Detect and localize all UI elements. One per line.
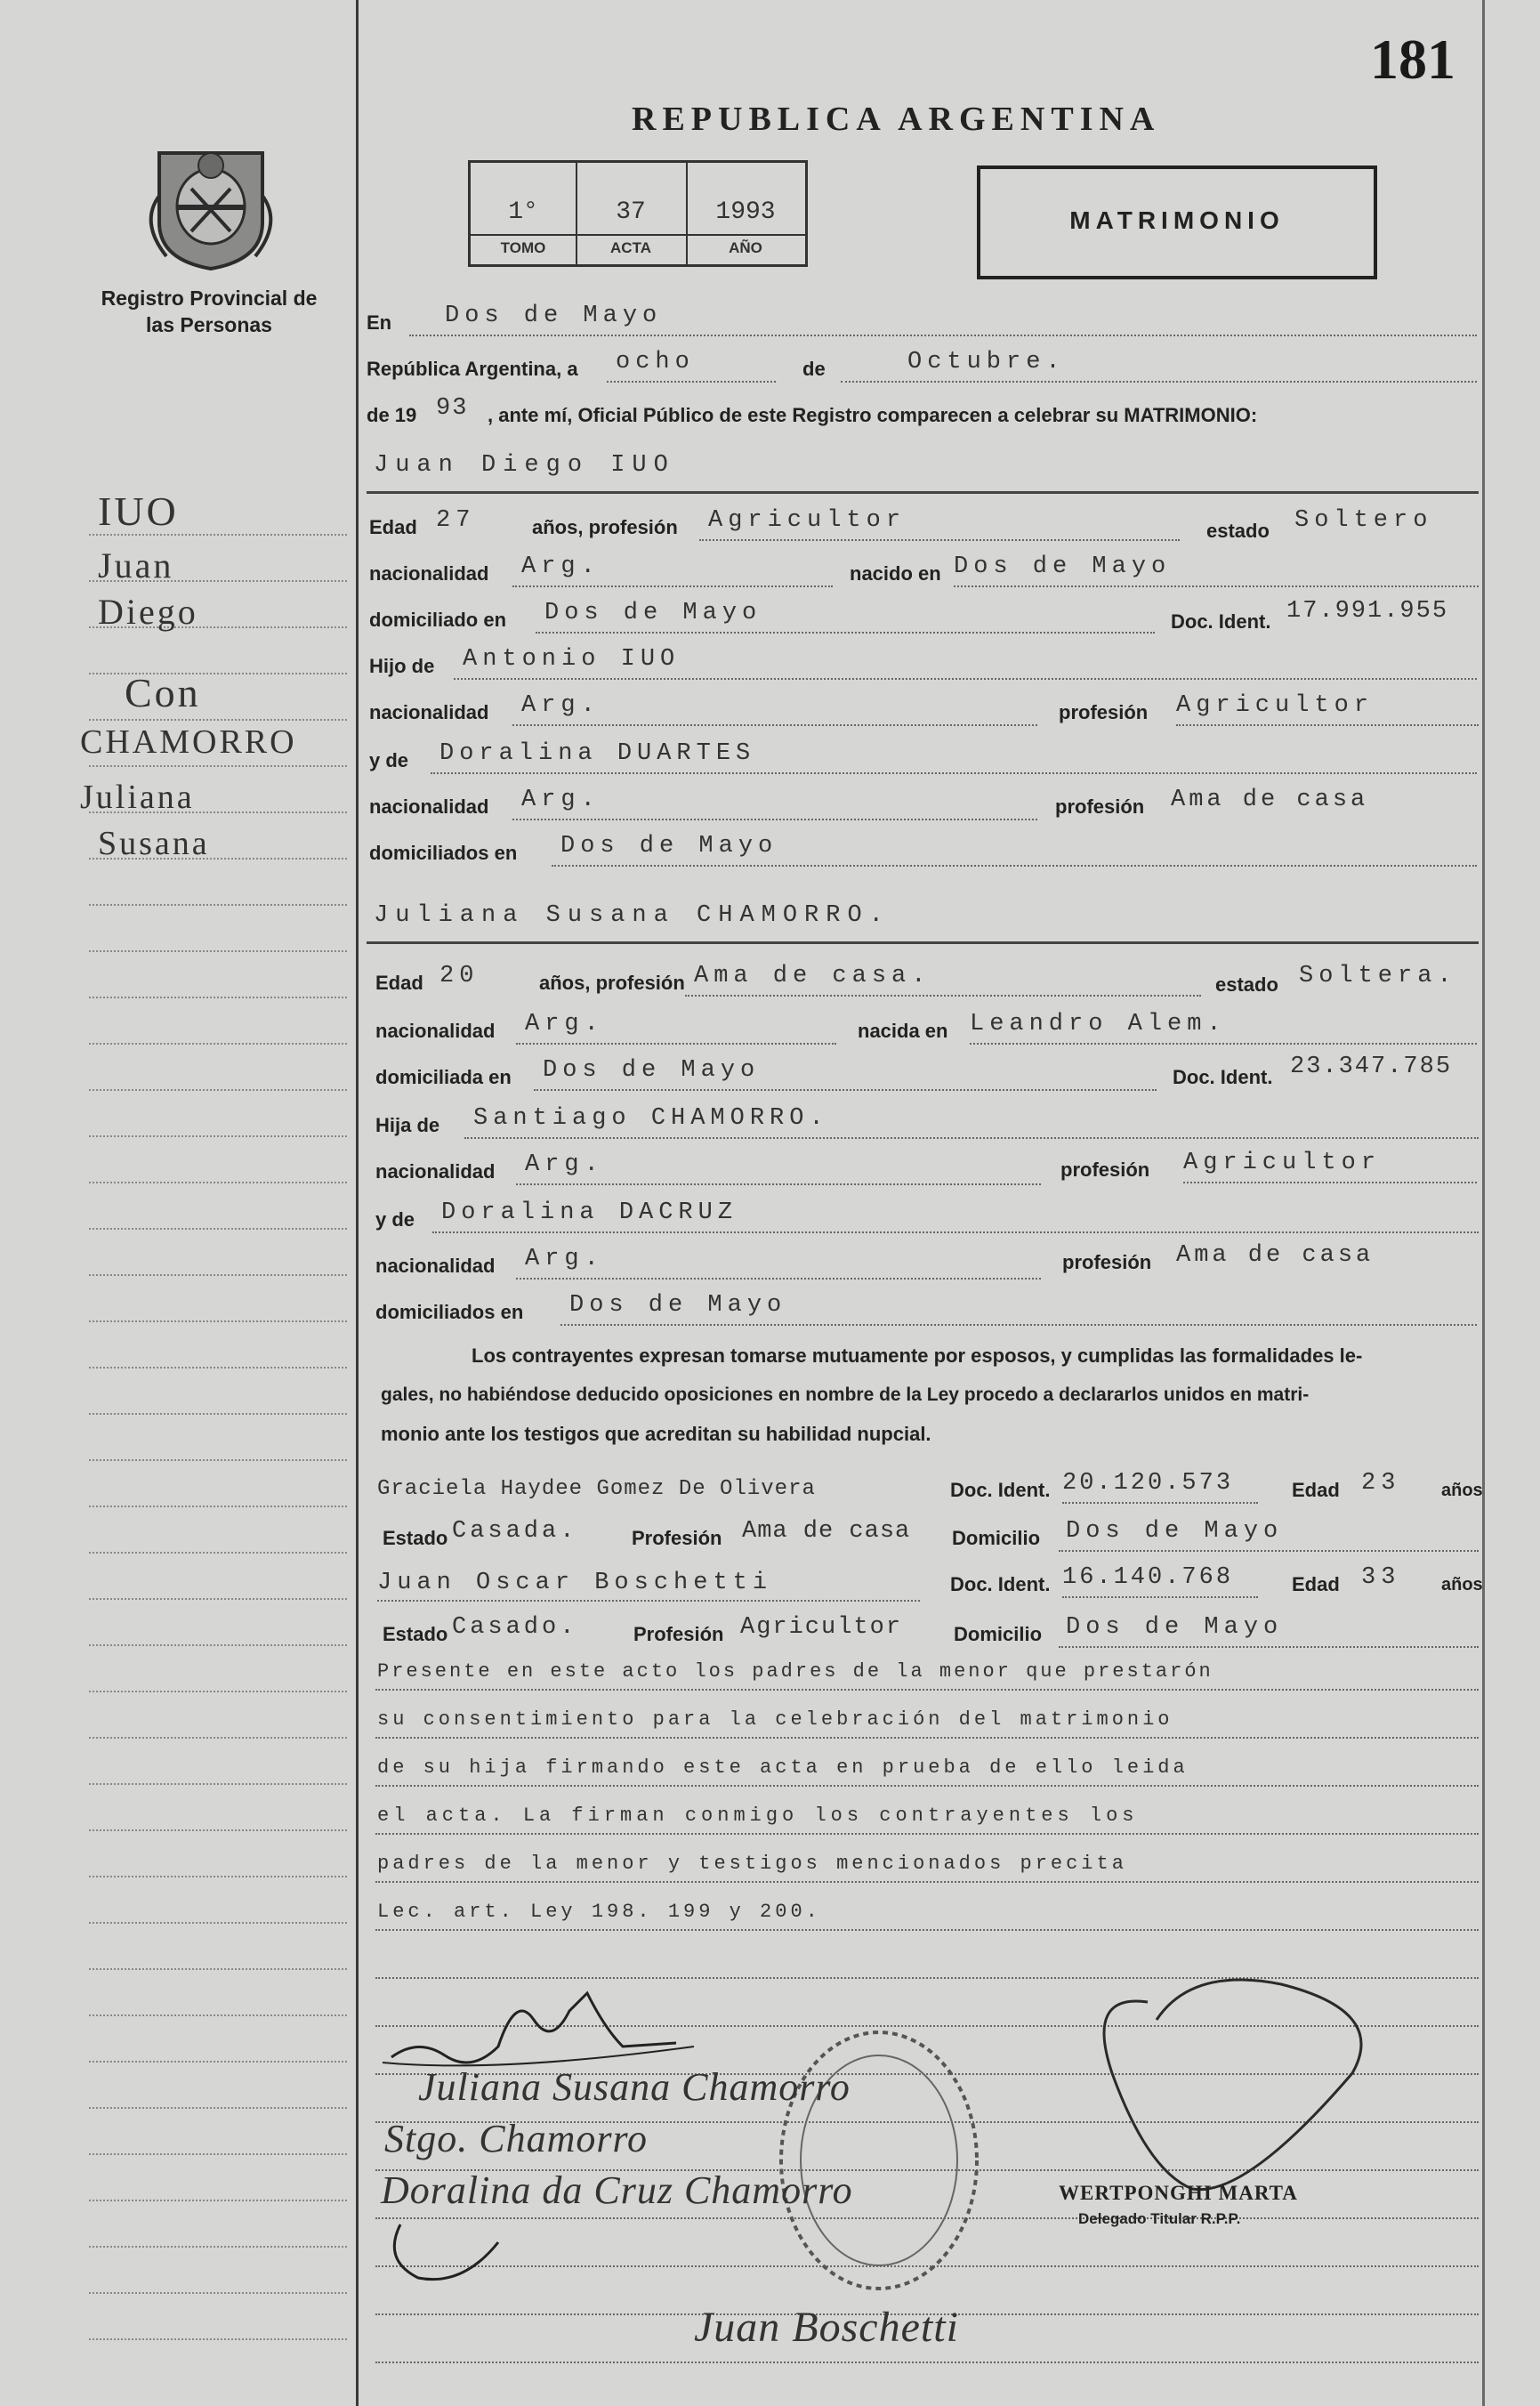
margin-ruled-line	[89, 1089, 347, 1091]
witness-1-doc: 20.120.573	[1062, 1470, 1234, 1497]
witness-1-domicile: Dos de Mayo	[1066, 1518, 1284, 1545]
witness-2-profesion-label: Profesión	[633, 1623, 724, 1645]
note-line-2: su consentimiento para la celebración del matrimonio	[377, 1708, 1173, 1731]
margin-ruled-line	[89, 2014, 347, 2016]
groom-parents-domicile: Dos de Mayo	[560, 833, 778, 860]
margin-ruled-line	[89, 1829, 347, 1831]
groom-mother-profession: Ama de casa	[1171, 787, 1369, 813]
republica-label: República Argentina, a	[367, 358, 578, 380]
note-line-4: el acta. La firman conmigo los contrayentes los	[377, 1804, 1139, 1827]
margin-ruled-line	[89, 1922, 347, 1924]
groom-nacido-label: nacido en	[850, 562, 941, 585]
country-title: REPUBLICA ARGENTINA	[632, 101, 1161, 138]
groom-name: Juan Diego IUO	[374, 452, 675, 479]
margin-note-line-6: Juliana	[80, 779, 195, 816]
margin-ruled-line	[89, 1459, 347, 1461]
witness-1-profession: Ama de casa	[742, 1518, 911, 1545]
tomo-value: 1°	[508, 198, 538, 226]
margin-ruled-line	[89, 2061, 347, 2063]
bride-birthplace: Leandro Alem.	[970, 1011, 1227, 1037]
groom-nationality: Arg.	[521, 553, 601, 580]
bride-edad-label: Edad	[375, 972, 423, 994]
anio-value: 1993	[715, 198, 776, 226]
groom-profession: Agricultor	[708, 507, 907, 534]
intro-year: 93	[436, 395, 469, 422]
bride-domicile: Dos de Mayo	[543, 1057, 761, 1084]
declaration-line-2: gales, no habiéndose deducido oposiciones en nombre de la Ley procedo a declararlos unidos en matri-	[381, 1385, 1310, 1405]
bride-father: Santiago CHAMORRO.	[473, 1105, 829, 1132]
volume-act-year-box	[468, 160, 808, 267]
margin-ruled-line	[89, 1135, 347, 1137]
margin-ruled-line	[89, 1968, 347, 1970]
margin-ruled-line	[89, 719, 347, 721]
groom-mother-nacionalidad-label: nacionalidad	[369, 795, 489, 818]
intro-statement: , ante mí, Oficial Público de este Registro comparecen a celebrar su MATRIMONIO:	[488, 404, 1258, 426]
margin-ruled-line	[89, 1598, 347, 1600]
margin-ruled-line	[89, 2292, 347, 2294]
witness-2-profession: Agricultor	[740, 1614, 903, 1641]
margin-ruled-line	[89, 1367, 347, 1369]
page-number: 181	[1370, 28, 1455, 91]
margin-note-line-4: Con	[125, 670, 201, 715]
bride-doc: 23.347.785	[1290, 1054, 1453, 1080]
margin-ruled-line	[89, 1043, 347, 1045]
official-stamp-name: WERTPONGHI MARTA	[1059, 2182, 1298, 2204]
bride-parents-domicile-label: domiciliados en	[375, 1301, 524, 1323]
signature-bride: Juliana Susana Chamorro	[418, 2065, 851, 2109]
body-ruled-line	[375, 2217, 1479, 2219]
groom-father-profesion-label: profesión	[1059, 701, 1149, 723]
note-line-3: de su hija firmando este acta en prueba de ello leida	[377, 1756, 1189, 1779]
margin-ruled-line	[89, 904, 347, 906]
bride-father-profesion-label: profesión	[1060, 1159, 1150, 1181]
groom-parents-domicile-label: domiciliados en	[369, 842, 518, 864]
groom-father: Antonio IUO	[463, 646, 681, 673]
left-margin-rule	[356, 0, 359, 2406]
body-ruled-line	[375, 2265, 1479, 2267]
bride-mother: Doralina DACRUZ	[441, 1199, 738, 1226]
bride-parents-domicile: Dos de Mayo	[569, 1292, 787, 1319]
signature-witness: Juan Boschetti	[694, 2304, 959, 2351]
bride-mother-profession: Ama de casa	[1176, 1242, 1375, 1269]
margin-ruled-line	[89, 2107, 347, 2109]
intro-month: Octubre.	[907, 349, 1066, 375]
witness-2-age: 33	[1361, 1564, 1401, 1591]
groom-domicilio-label: domiciliado en	[369, 609, 507, 631]
groom-y-de-label: y de	[369, 749, 409, 771]
bride-father-profession: Agricultor	[1183, 1150, 1382, 1176]
act-type-label: MATRIMONIO	[1069, 206, 1285, 234]
margin-note-line-2: Juan	[98, 545, 174, 585]
bride-nationality: Arg.	[525, 1011, 604, 1037]
groom-estado-label: estado	[1206, 520, 1270, 542]
body-ruled-line	[375, 1833, 1479, 1835]
margin-ruled-line	[89, 1783, 347, 1785]
groom-father-profession: Agricultor	[1176, 692, 1375, 719]
intro-de-label: de	[802, 358, 826, 380]
groom-age: 27	[436, 507, 476, 534]
witness-2-anos-label: años	[1441, 1575, 1483, 1595]
margin-ruled-line	[89, 1691, 347, 1692]
note-line-6: Lec. art. Ley 198. 199 y 200.	[377, 1901, 821, 1923]
bride-anos-profesion-label: años, profesión	[539, 972, 685, 994]
body-ruled-line	[375, 1929, 1479, 1931]
groom-mother-profesion-label: profesión	[1055, 795, 1145, 818]
witness-1-estado-label: Estado	[383, 1527, 448, 1549]
witness-2-name: Juan Oscar Boschetti	[377, 1570, 773, 1596]
year-prefix: de 19	[367, 404, 417, 426]
margin-ruled-line	[89, 2246, 347, 2248]
witness-2-doc: 16.140.768	[1062, 1564, 1234, 1591]
margin-ruled-line	[89, 2338, 347, 2340]
signature-father: Stgo. Chamorro	[384, 2117, 648, 2160]
groom-anos-profesion-label: años, profesión	[532, 516, 678, 538]
body-ruled-line	[375, 1785, 1479, 1787]
signature-mother: Doralina da Cruz Chamorro	[381, 2168, 853, 2212]
margin-ruled-line	[89, 1737, 347, 1739]
body-ruled-line	[375, 1977, 1479, 1979]
en-label: En	[367, 311, 392, 334]
margin-ruled-line	[89, 1644, 347, 1646]
margin-ruled-line	[89, 1320, 347, 1322]
margin-ruled-line	[89, 950, 347, 952]
margin-ruled-line	[89, 1506, 347, 1507]
witness-2-domicile: Dos de Mayo	[1066, 1614, 1284, 1641]
bride-father-nationality: Arg.	[525, 1151, 604, 1178]
acta-label: ACTA	[610, 239, 651, 256]
intro-place: Dos de Mayo	[445, 303, 663, 329]
bride-mother-nationality: Arg.	[525, 1246, 604, 1272]
witness-1-age: 23	[1361, 1470, 1401, 1497]
intro-day: ocho	[616, 349, 695, 375]
act-type-box	[977, 166, 1377, 279]
margin-ruled-line	[89, 765, 347, 767]
groom-estado: Soltero	[1294, 507, 1433, 534]
bride-estado: Soltera.	[1299, 963, 1457, 989]
bride-estado-label: estado	[1215, 973, 1278, 996]
bride-mother-nacionalidad-label: nacionalidad	[375, 1255, 496, 1277]
margin-note-line-7: Susana	[98, 825, 210, 862]
groom-hijo-label: Hijo de	[369, 655, 435, 677]
body-ruled-line	[375, 1689, 1479, 1691]
bride-domicilio-label: domiciliada en	[375, 1066, 512, 1088]
bride-mother-profesion-label: profesión	[1062, 1251, 1152, 1273]
bride-nacionalidad-label: nacionalidad	[375, 1020, 496, 1042]
right-margin-rule	[1482, 0, 1485, 2406]
bride-doc-label: Doc. Ident.	[1173, 1066, 1273, 1088]
witness-2-domicilio-label: Domicilio	[954, 1623, 1043, 1645]
margin-ruled-line	[89, 1413, 347, 1415]
witness-1-anos-label: años	[1441, 1481, 1483, 1500]
margin-note-line-5: CHAMORRO	[80, 723, 297, 761]
margin-ruled-line	[89, 1182, 347, 1183]
groom-mother-nationality: Arg.	[521, 787, 601, 813]
witness-1-estado: Casada.	[452, 1518, 578, 1545]
declaration-line-1: Los contrayentes expresan tomarse mutuamente por esposos, y cumplidas las formalidades le-	[472, 1344, 1363, 1367]
bride-profession: Ama de casa.	[694, 963, 931, 989]
margin-ruled-line	[89, 1552, 347, 1554]
bride-y-de-label: y de	[375, 1208, 415, 1231]
groom-doc: 17.991.955	[1286, 598, 1449, 625]
margin-ruled-line	[89, 997, 347, 998]
witness-1-doc-label: Doc. Ident.	[950, 1479, 1051, 1501]
body-ruled-line	[375, 2362, 1479, 2363]
margin-note-line-1: IUO	[98, 488, 179, 534]
note-line-5: padres de la menor y testigos mencionados precita	[377, 1853, 1127, 1875]
note-line-1: Presente en este acto los padres de la menor que prestarón	[377, 1660, 1213, 1683]
official-stamp-title: Delegado Titular R.P.P.	[1078, 2210, 1241, 2227]
groom-domicile: Dos de Mayo	[544, 600, 762, 626]
margin-ruled-line	[89, 2200, 347, 2201]
groom-father-nationality: Arg.	[521, 692, 601, 719]
bride-father-nacionalidad-label: nacionalidad	[375, 1160, 496, 1183]
registry-name: Registro Provincial de las Personas	[101, 287, 318, 336]
body-ruled-line	[375, 2025, 1479, 2027]
witness-2-doc-label: Doc. Ident.	[950, 1573, 1051, 1595]
margin-ruled-line	[89, 1274, 347, 1276]
witness-1-domicilio-label: Domicilio	[952, 1527, 1041, 1549]
groom-mother: Doralina DUARTES	[439, 740, 756, 767]
groom-nacionalidad-label: nacionalidad	[369, 562, 489, 585]
margin-ruled-line	[89, 1876, 347, 1877]
body-ruled-line	[375, 1737, 1479, 1739]
acta-value: 37	[616, 198, 646, 226]
witness-2-edad-label: Edad	[1292, 1573, 1340, 1595]
anio-label: AÑO	[729, 239, 762, 256]
bride-hija-label: Hija de	[375, 1114, 440, 1136]
groom-birthplace: Dos de Mayo	[954, 553, 1172, 580]
witness-1-name: Graciela Haydee Gomez De Olivera	[377, 1477, 816, 1501]
groom-father-nacionalidad-label: nacionalidad	[369, 701, 489, 723]
margin-note-line-3: Diego	[98, 592, 198, 632]
witness-2-estado: Casado.	[452, 1614, 578, 1641]
bride-name: Juliana Susana CHAMORRO.	[374, 902, 891, 929]
bride-nacida-label: nacida en	[858, 1020, 948, 1042]
body-ruled-line	[375, 1881, 1479, 1883]
margin-ruled-line	[89, 1228, 347, 1230]
groom-edad-label: Edad	[369, 516, 417, 538]
bride-age: 20	[439, 963, 480, 989]
witness-1-profesion-label: Profesión	[632, 1527, 722, 1549]
witness-1-edad-label: Edad	[1292, 1479, 1340, 1501]
witness-2-estado-label: Estado	[383, 1623, 448, 1645]
groom-doc-label: Doc. Ident.	[1171, 610, 1271, 633]
tomo-label: TOMO	[500, 239, 546, 256]
declaration-line-3: monio ante los testigos que acreditan su habilidad nupcial.	[381, 1423, 931, 1445]
margin-ruled-line	[89, 2153, 347, 2155]
